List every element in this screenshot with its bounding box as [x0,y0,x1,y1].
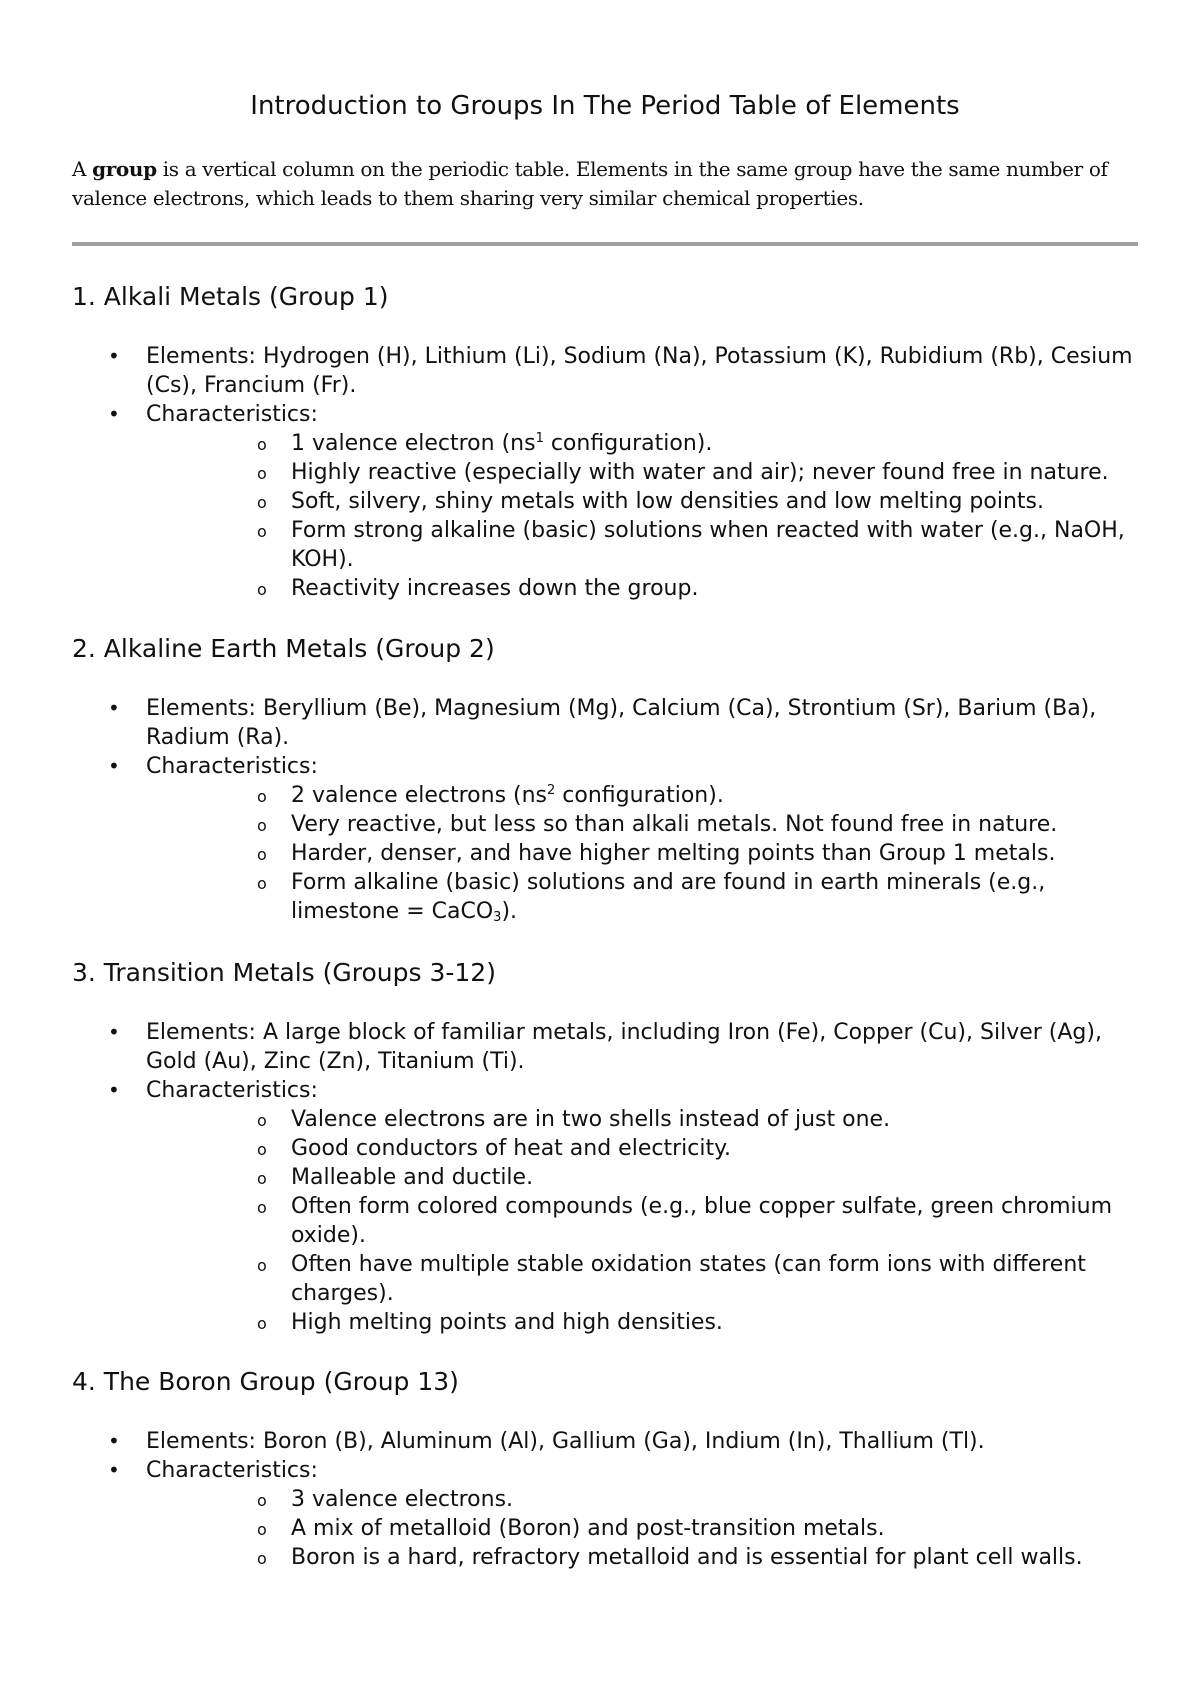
circle-bullet-icon: o [257,845,267,864]
bullet-icon: • [108,1429,120,1453]
bullet-icon: • [108,696,120,720]
characteristics-label: Characteristics: [146,754,318,779]
characteristic-text: 1 valence electron (ns [291,431,536,456]
bullet-icon: • [108,344,120,368]
section-heading: 3. Transition Metals (Groups 3-12) [72,958,496,987]
elements-text: Elements: A large block of familiar metals, including Iron (Fe), Copper (Cu), Silver (Ag), Gold (Au), Zinc (Zn), Titanium (Ti). [146,1020,1102,1074]
circle-bullet-icon: o [257,874,267,893]
circle-bullet-icon: o [257,1520,267,1539]
characteristic-item [146,1250,1129,1308]
elements-item [72,694,1138,752]
characteristic-item [146,1192,1129,1250]
section-alkaline-earth-metals [72,632,1138,926]
characteristic-text: Good conductors of heat and electricity. [291,1136,731,1161]
circle-bullet-icon: o [257,580,267,599]
characteristic-item [146,429,1129,458]
elements-item [72,342,1138,400]
characteristics-list [146,1105,1138,1337]
circle-bullet-icon: o [257,1140,267,1159]
characteristic-text: Often form colored compounds (e.g., blue copper sulfate, green chromium oxide). [291,1194,1113,1248]
characteristic-item [146,810,1129,839]
subscript: 3 [493,910,502,925]
elements-text: Elements: Beryllium (Be), Magnesium (Mg), Calcium (Ca), Strontium (Sr), Barium (Ba), Radium (Ra). [146,696,1097,750]
characteristic-text: Often have multiple stable oxidation states (can form ions with different charges). [291,1252,1086,1306]
section-alkali-metals [72,280,1138,603]
characteristic-text-end: configuration). [555,783,724,808]
characteristic-text-end: ). [501,899,518,924]
characteristic-text: A mix of metalloid (Boron) and post-transition metals. [291,1516,885,1541]
characteristic-item [146,1308,1129,1337]
circle-bullet-icon: o [257,1491,267,1510]
characteristic-text: Harder, denser, and have higher melting points than Group 1 metals. [291,841,1056,866]
circle-bullet-icon: o [257,1198,267,1217]
characteristics-label: Characteristics: [146,1458,318,1483]
characteristic-text: Soft, silvery, shiny metals with low densities and low melting points. [291,489,1044,514]
characteristic-text: 2 valence electrons (ns [291,783,548,808]
characteristic-text: 3 valence electrons. [291,1487,514,1512]
section-transition-metals [72,956,1138,1337]
section-list [72,1018,1138,1337]
intro-bold-term: group [92,157,157,181]
section-list [72,694,1138,926]
characteristic-item [146,1105,1129,1134]
characteristic-item [146,458,1129,487]
elements-text: Elements: Boron (B), Aluminum (Al), Gallium (Ga), Indium (In), Thallium (Tl). [146,1429,985,1454]
characteristic-item [146,574,1129,603]
characteristics-list [146,429,1138,603]
elements-item [72,1427,1138,1456]
circle-bullet-icon: o [257,522,267,541]
characteristic-text: Malleable and ductile. [291,1165,534,1190]
characteristic-item [146,868,1129,926]
circle-bullet-icon: o [257,1111,267,1130]
section-boron-group [72,1365,1138,1572]
circle-bullet-icon: o [257,1169,267,1188]
characteristic-item [146,1543,1129,1572]
section-list [72,342,1138,603]
characteristic-item [146,1163,1129,1192]
circle-bullet-icon: o [257,493,267,512]
characteristics-item [72,400,1138,603]
characteristic-text: Very reactive, but less so than alkali metals. Not found free in nature. [291,812,1058,837]
circle-bullet-icon: o [257,464,267,483]
circle-bullet-icon: o [257,1314,267,1333]
characteristic-text: Form strong alkaline (basic) solutions when reacted with water (e.g., NaOH, KOH). [291,518,1125,572]
characteristics-item [72,752,1138,926]
characteristic-text-end: configuration). [543,431,713,456]
section-heading: 1. Alkali Metals (Group 1) [72,282,389,311]
circle-bullet-icon: o [257,435,267,454]
section-heading: 4. The Boron Group (Group 13) [72,1367,459,1396]
circle-bullet-icon: o [257,787,267,806]
elements-item [72,1018,1138,1076]
characteristic-item [146,1485,1129,1514]
characteristic-item [146,1514,1129,1543]
characteristics-item [72,1076,1138,1337]
superscript: 2 [547,783,556,798]
characteristic-item [146,1134,1129,1163]
characteristic-item [146,781,1129,810]
superscript: 1 [535,431,544,446]
characteristic-text: Valence electrons are in two shells instead of just one. [291,1107,891,1132]
horizontal-rule [72,242,1138,246]
characteristic-text: Highly reactive (especially with water and air); never found free in nature. [291,460,1109,485]
circle-bullet-icon: o [257,816,267,835]
characteristic-text: Form alkaline (basic) solutions and are found in earth minerals (e.g., limestone = CaCO [291,870,1046,924]
section-list [72,1427,1138,1572]
characteristic-item [146,487,1129,516]
characteristic-text: High melting points and high densities. [291,1310,723,1335]
characteristics-item [72,1456,1138,1572]
characteristics-list [146,1485,1138,1572]
characteristic-text: Boron is a hard, refractory metalloid and is essential for plant cell walls. [291,1545,1083,1570]
characteristics-label: Characteristics: [146,402,318,427]
circle-bullet-icon: o [257,1549,267,1568]
bullet-icon: • [108,1458,120,1482]
bullet-icon: • [108,1078,120,1102]
intro-rest: is a vertical column on the periodic table. Elements in the same group have the same number of valence electrons, which leads to them sharing very similar chemical properties. [72,157,1108,210]
intro-paragraph [72,155,1138,213]
section-heading: 2. Alkaline Earth Metals (Group 2) [72,634,495,663]
elements-text: Elements: Hydrogen (H), Lithium (Li), Sodium (Na), Potassium (K), Rubidium (Rb), Cesium (Cs), Francium (Fr). [146,344,1133,398]
characteristics-label: Characteristics: [146,1078,318,1103]
characteristic-item [146,516,1129,574]
intro-prefix: A [72,157,93,181]
bullet-icon: • [108,1020,120,1044]
circle-bullet-icon: o [257,1256,267,1275]
page-title: Introduction to Groups In The Period Table of Elements [250,91,960,121]
bullet-icon: • [108,402,120,426]
characteristic-text: Reactivity increases down the group. [291,576,699,601]
characteristics-list [146,781,1138,926]
characteristic-item [146,839,1129,868]
bullet-icon: • [108,754,120,778]
